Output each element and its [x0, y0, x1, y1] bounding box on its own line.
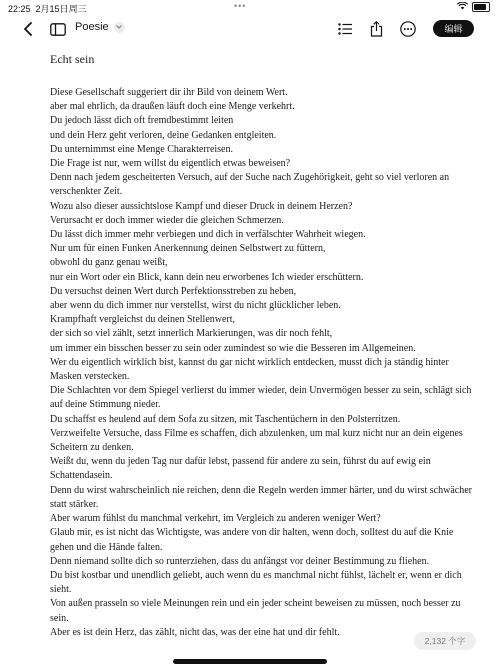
note-line: und dein Herz geht verloren, deine Gedanken entgleiten. [50, 129, 277, 141]
home-indicator[interactable] [173, 659, 327, 664]
share-button[interactable] [366, 19, 386, 39]
note-line: Wer du eigentlich wirklich bist, kannst du gar nicht wirklich entdecken, musst dich ja ständig hinter Masken verstecken. [50, 356, 449, 383]
status-bar [0, 0, 500, 14]
note-line: der sich so viel zählt, setzt innerlich Markierungen, was dir noch fehlt, [50, 328, 333, 340]
multitasking-dots[interactable]: ••• [234, 1, 247, 11]
note-line: Du schaffst es heulend auf dem Sofa zu sitzen, mit Taschentüchern in den Polsterritzen. [50, 413, 401, 425]
note-line: Aber warum fühlst du manchmal verkehrt, im Vergleich zu anderen weniger Wert? [50, 513, 381, 525]
chevron-left-icon [23, 22, 33, 36]
note-line: Du unternimmst eine Menge Charakterreisen. [50, 143, 233, 155]
edit-button[interactable]: 编辑 [433, 20, 474, 37]
note-line: Wozu also dieser aussichtslose Kampf und dieser Druck in deinem Herzen? [50, 200, 353, 212]
note-line: Nur um für einen Funken Anerkennung deinen Selbstwert zu füttern, [50, 243, 326, 255]
note-line: Du jedoch lässt dich oft fremdbestimmt leiten [50, 115, 234, 127]
sidebar-toggle-button[interactable] [48, 19, 68, 39]
note-line: Glaub mir, es ist nicht das Wichtigste, was andere von dir halten, wenn doch, solltest du auf die Knie gehen und die Hände falten. [50, 527, 454, 553]
checklist-icon [338, 23, 353, 35]
note-line: Du versuchst deinen Wert durch Perfektionsstreben zu heben, [50, 285, 297, 297]
checklist-button[interactable] [335, 19, 355, 39]
note-line: Krampfhaft vergleichst du deinen Stellenwert, [50, 314, 236, 326]
sidebar-icon [50, 23, 66, 36]
chevron-down-icon [114, 22, 125, 33]
more-button[interactable] [398, 19, 418, 39]
note-line: obwohl du ganz genau weißt, [50, 257, 168, 269]
note-line: Weißt du, wenn du jeden Tag nur dafür lebst, passend für andere zu sein, führst du auf ewig ein Schattendasein. [50, 456, 431, 482]
more-icon [400, 21, 416, 37]
note-body[interactable] [50, 86, 475, 640]
note-line: Du bist kostbar und unendlich geliebt, auch wenn du es manchmal nicht fühlst, lächelt er, wenn er dich sieht. [50, 569, 462, 596]
share-icon [370, 21, 383, 37]
note-line: Diese Gesellschaft suggeriert dir ihr Bild von deinem Wert. [50, 87, 288, 98]
note-line: um immer ein bisschen besser zu sein oder zumindest so wie die Besseren im Allgemeinen. [50, 342, 416, 354]
note-line: Denn niemand sollte dich so runterziehen, dass du anfängst vor deiner Bestimmung zu fliehen. [50, 555, 430, 567]
folder-selector[interactable] [75, 21, 125, 33]
wifi-icon [457, 2, 468, 12]
note-line: aber mal ehrlich, da draußen läuft doch eine Menge verkehrt. [50, 101, 295, 113]
note-line: Denn nach jedem gescheiterten Versuch, auf der Suche nach Zugehörigkeit, geht so viel verloren an verschenkter Zeit. [50, 172, 450, 198]
note-line: Denn du wirst wahrscheinlich nie reichen, denn die Regeln werden immer härter, und du wirst schwächer statt stärker. [50, 484, 472, 510]
status-time: 22:25 2月15日周三 [8, 4, 87, 14]
back-button[interactable] [18, 19, 38, 39]
note-line: Die Schlachten vor dem Spiegel verlierst du immer wieder, dein Unvermögen besser zu sein, schlägt sich auf deine Stimmung nieder. [50, 385, 472, 411]
note-line: Von außen prasseln so viele Meinungen rein und ein jeder scheint beweisen zu müssen, noch besser zu sein. [50, 598, 461, 624]
battery-icon [472, 2, 490, 12]
note-line: aber wenn du dich immer nur verstellst, wirst du nicht glücklicher leben. [50, 300, 341, 312]
folder-name: Poesie [75, 21, 109, 33]
note-line: Aber es ist dein Herz, das zählt, nicht das, was der eine hat und dir fehlt. [50, 626, 340, 638]
note-line: Du lässt dich immer mehr verbiegen und dich in verfälschter Wahrheit wiegen. [50, 229, 366, 241]
note-line: Verzweifelte Versuche, dass Filme es schaffen, dich abzulenken, um mal kurz nicht nur an dein eigenes Scheitern zu denken. [50, 427, 463, 454]
note-title[interactable]: Echt sein [50, 52, 95, 66]
note-line: Die Frage ist nur, wem willst du eigentlich etwas beweisen? [50, 158, 291, 170]
note-toolbar [0, 14, 500, 44]
note-line: nur ein Wort oder ein Blick, kann dein neu erworbenes Ich wieder erschüttern. [50, 271, 364, 283]
note-line: Verursacht er doch immer wieder die gleichen Schmerzen. [50, 214, 284, 226]
word-count-badge: 2,132 个字 [414, 632, 476, 650]
status-indicators [457, 2, 490, 12]
